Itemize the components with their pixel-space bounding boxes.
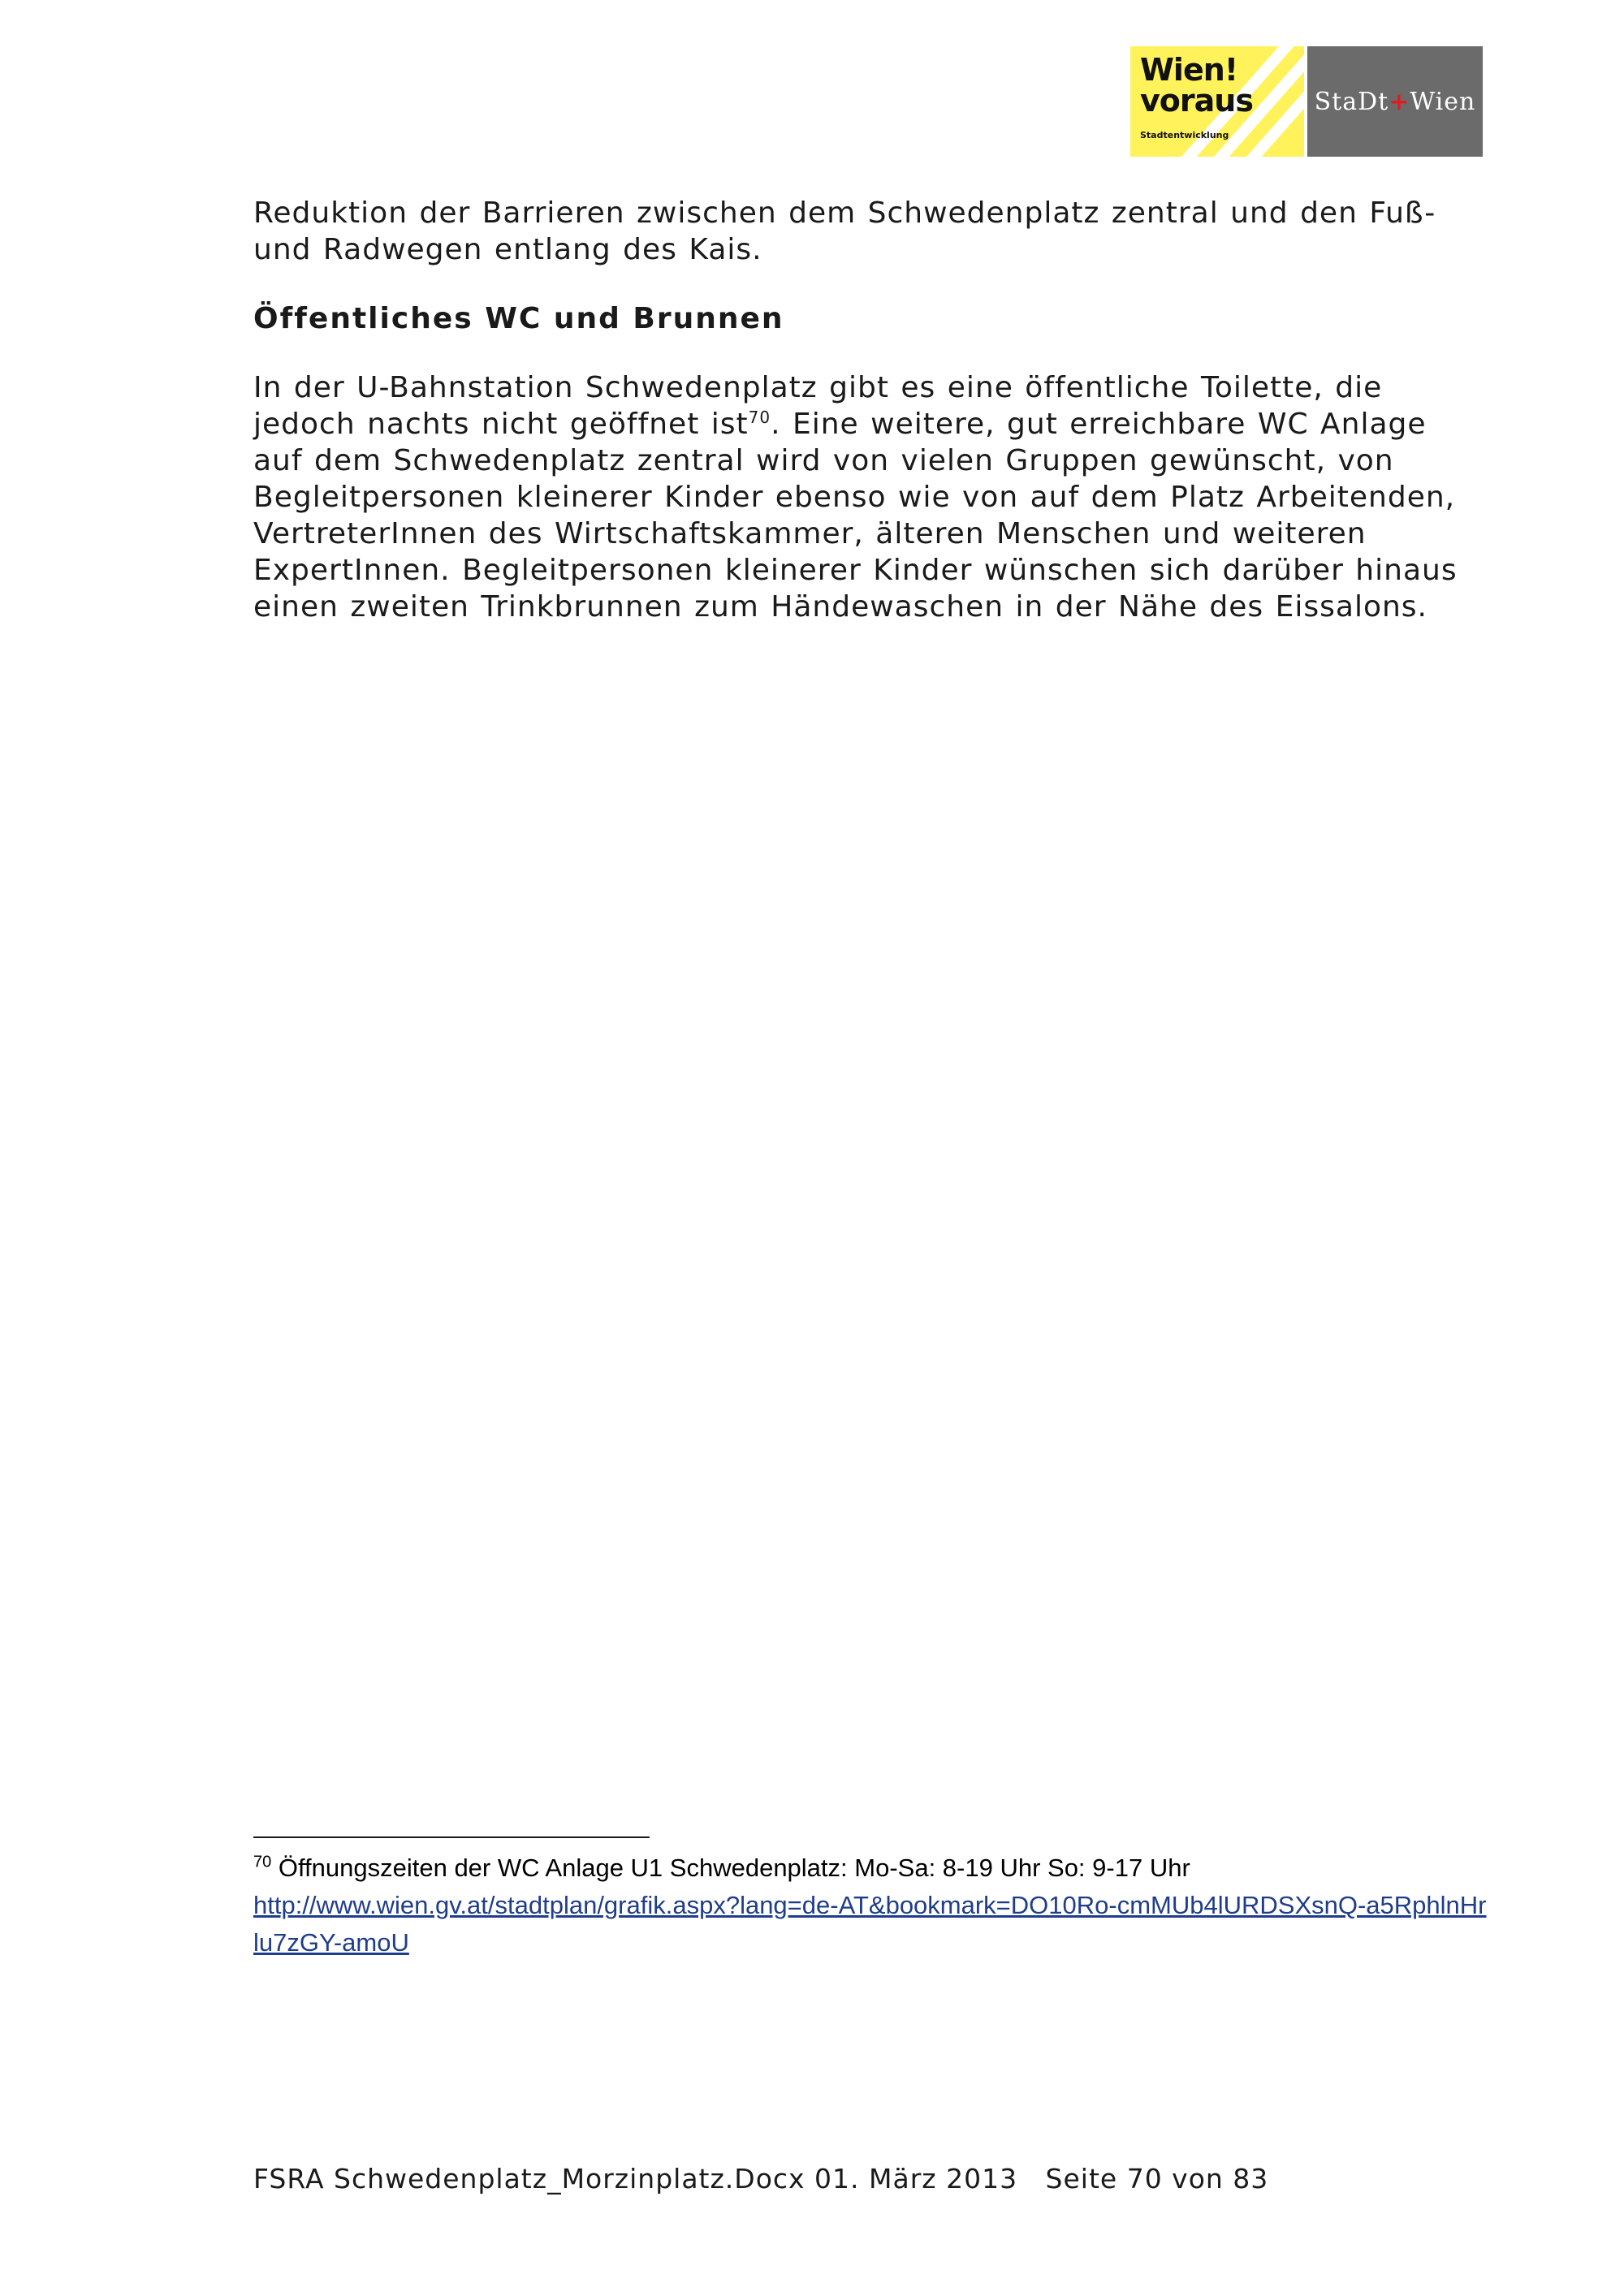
section-heading-wc: Öffentliches WC und Brunnen bbox=[253, 302, 784, 335]
document-body bbox=[253, 195, 1479, 625]
stadt-wien-part1: StaDt bbox=[1314, 87, 1389, 116]
stadt-wien-wordmark bbox=[1315, 88, 1476, 116]
paragraph-wc-part2: . Eine weitere, gut erreichbare WC Anlage auf dem Schwedenplatz zentral wird von vielen Gruppen gewünscht, von Begleitpersonen kleinerer Kinder ebenso wie von auf dem Platz Arbeitenden, VertreterInnen des Wirtschaftskammer, älteren Menschen und weiteren ExpertInnen. Begleitpersonen kleinerer Kinder wünschen sich darüber hinaus einen zweiten Trinkbrunnen zum Händewaschen in der Nähe des Eissalons. bbox=[253, 408, 1458, 624]
logo-voraus-text: voraus bbox=[1140, 83, 1253, 119]
footnote-separator bbox=[253, 1836, 650, 1838]
footnote-link[interactable]: http://www.wien.gv.at/stadtplan/grafik.aspx?lang=de-AT&bookmark=DO10Ro-cmMUb4lURDSXsnQ-a5RphlnHrlu7zGY-amoU bbox=[253, 1891, 1487, 1957]
paragraph-wc-part1: In der U-Bahnstation Schwedenplatz gibt es eine öffentliche Toilette, die jedoch nachts nicht geöffnet ist bbox=[253, 371, 1383, 441]
footnote bbox=[253, 1849, 1488, 1962]
page-footer: FSRA Schwedenplatz_Morzinplatz.Docx 01. März 2013 Seite 70 von 83 bbox=[253, 2163, 1269, 2195]
footnote-reference[interactable]: 70 bbox=[748, 408, 771, 427]
stadt-wien-logo bbox=[1307, 46, 1483, 157]
wien-voraus-logo bbox=[1130, 46, 1304, 157]
footnote-text: Öffnungszeiten der WC Anlage U1 Schwedenplatz: Mo-Sa: 8-19 Uhr So: 9-17 Uhr bbox=[271, 1854, 1190, 1882]
logo-stadtentwicklung-text: Stadtentwicklung bbox=[1140, 130, 1229, 140]
footnote-number: 70 bbox=[253, 1853, 272, 1871]
paragraph-wc bbox=[253, 369, 1479, 625]
paragraph-barriers: Reduktion der Barrieren zwischen dem Schwedenplatz zentral und den Fuß- und Radwegen entlang des Kais. bbox=[253, 196, 1436, 266]
stadt-wien-cross-icon: + bbox=[1389, 87, 1410, 116]
logo-wien-text: Wien! bbox=[1140, 52, 1238, 88]
stadt-wien-part2: Wien bbox=[1410, 87, 1476, 116]
header-logos bbox=[1130, 46, 1483, 157]
